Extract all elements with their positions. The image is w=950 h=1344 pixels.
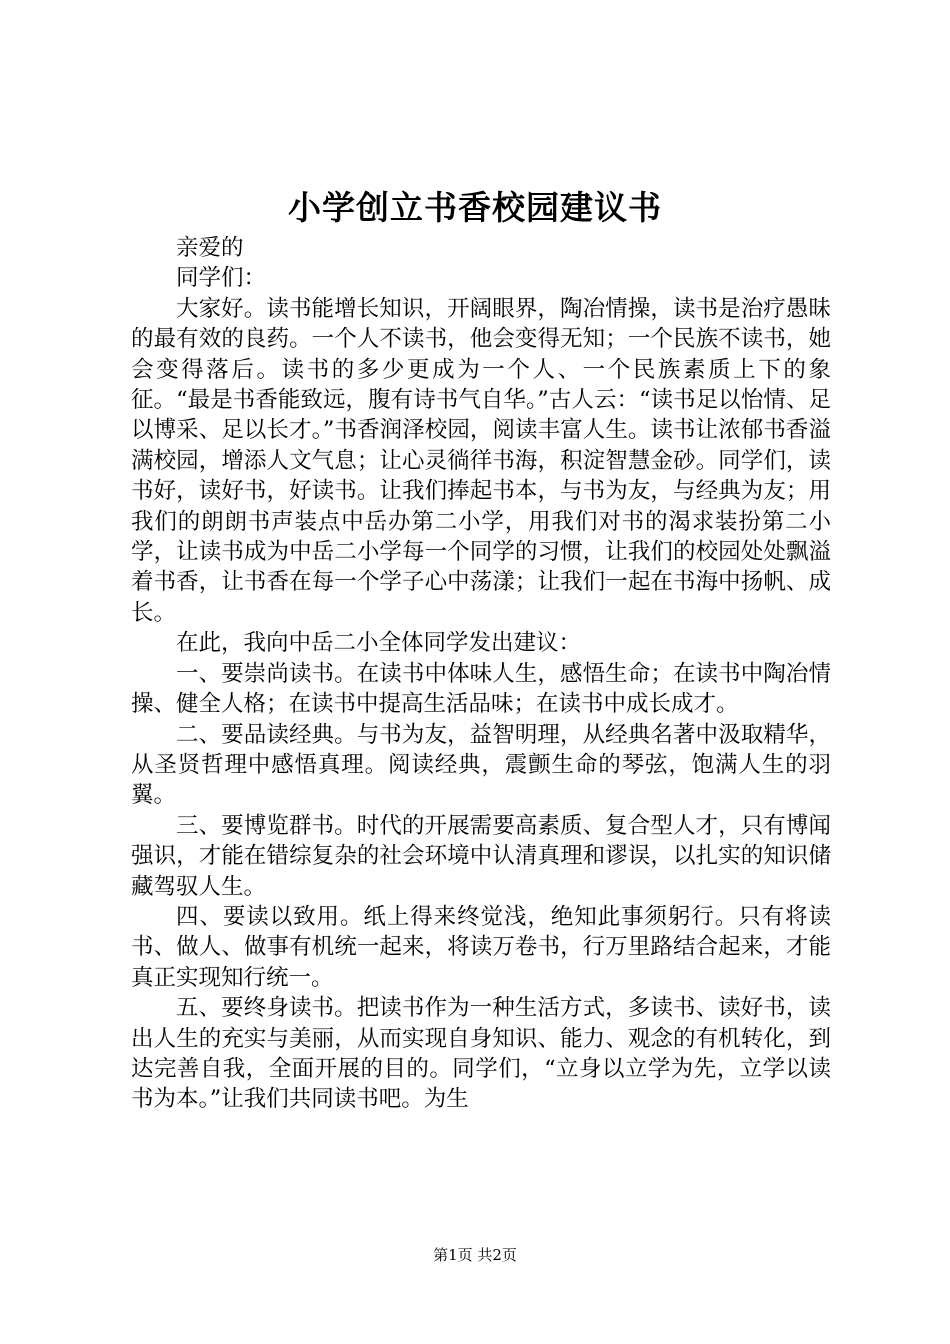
page-number-footer: 第1页 共2页 bbox=[433, 1246, 517, 1264]
paragraph-point-3: 三、要博览群书。时代的开展需要高素质、复合型人才，只有博闻强识，才能在错综复杂的社会环境中认清真理和谬误，以扎实的知识储藏驾驭人生。 bbox=[131, 812, 831, 900]
salutation: 亲爱的 bbox=[176, 235, 244, 261]
paragraph-point-4: 四、要读以致用。纸上得来终觉浅，绝知此事须躬行。只有将读书、做人、做事有机统一起来，将读万卷书，行万里路结合起来，才能真正实现知行统一。 bbox=[131, 903, 831, 991]
paragraph-point-5: 五、要终身读书。把读书作为一种生活方式，多读书、读好书，读出人生的充实与美丽，从而实现自身知识、能力、观念的有机转化，到达完善自我，全面开展的目的。同学们，“立身以立学为先，立学以读书为本。”让我们共同读书吧。为生 bbox=[131, 995, 831, 1113]
paragraph-proposal-lead: 在此，我向中岳二小全体同学发出建议： bbox=[176, 630, 582, 657]
paragraph-point-1: 一、要崇尚读书。在读书中体味人生，感悟生命；在读书中陶冶情操、健全人格；在读书中提高生活品味；在读书中成长成才。 bbox=[131, 660, 831, 718]
document-body bbox=[131, 233, 831, 1115]
addressee: 同学们： bbox=[176, 265, 267, 292]
paragraph-intro: 大家好。读书能增长知识，开阔眼界，陶冶情操，读书是治疗愚昧的最有效的良药。一个人不读书，他会变得无知；一个民族不读书，她会变得落后。读书的多少更成为一个人、一个民族素质上下的象征。“最是书香能致远，腹有诗书气自华。”古人云：“读书足以怡情、足以博采、足以长才。”书香润泽校园，阅读丰富人生。读书让浓郁书香溢满校园，增添人文气息；让心灵徜徉书海，积淀智慧金砂。同学们，读书好，读好书，好读书。让我们捧起书本，与书为友，与经典为友；用我们的朗朗书声装点中岳办第二小学，用我们对书的渴求装扮第二小学，让读书成为中岳二小学每一个同学的习惯，让我们的校园处处飘溢着书香，让书香在每一个学子心中荡漾；让我们一起在书海中扬帆、成长。 bbox=[131, 295, 831, 626]
document-title: 小学创立书香校园建议书 bbox=[288, 188, 662, 227]
paragraph-point-2: 二、要品读经典。与书为友，益智明理，从经典名著中汲取精华，从圣贤哲理中感悟真理。阅读经典，震颤生命的琴弦，饱满人生的羽翼。 bbox=[131, 721, 831, 809]
